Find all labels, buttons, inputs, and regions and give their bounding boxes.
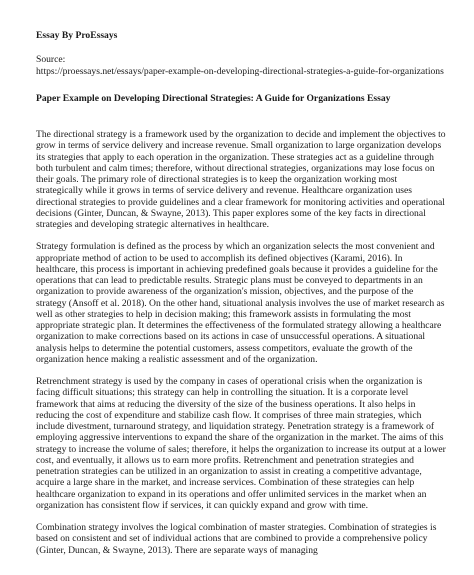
essay-title: Paper Example on Developing Directional Strategies: A Guide for Organizations Essay xyxy=(36,93,391,104)
source-link[interactable]: https://proessays.net/essays/paper-example-on-developing-directional-strategies-a-guide-for-organizations xyxy=(36,65,444,77)
paragraph-intro: The directional strategy is a framework used by the organization to decide and implement the objectives to grow in terms of service delivery and increase revenue. Small organization to large organization develops its strategies that apply to each operation in the organization. These strategies act as a guideline through both turbulent and calm times; therefore, without directional strategies, organizations may lose focus on their goals. The primary role of directional strategies is to keep the organization working most strategically while it grows in terms of service delivery and revenue. Healthcare organization uses directional strategies to provide guidelines and a clear framework for monitoring activities and operational decisions (Ginter, Duncan, & Swayne, 2013). This paper explores some of the key facts in directional strategies and developing strategic alternatives in healthcare. xyxy=(36,129,446,230)
document-page xyxy=(36,30,446,567)
source-label: Source: xyxy=(36,54,66,65)
paragraph-retrenchment: Retrenchment strategy is used by the company in cases of operational crisis when the organization is facing difficult situations; this strategy can help in controlling the situation. It is a corporate level framework that aims at reducing the diversity of the size of the business operations. It also helps in reducing the cost of expenditure and stabilize cash flow. It comprises of three main strategies, which include divestment, turnaround strategy, and liquidation strategy. Penetration strategy is a framework of employing aggressive interventions to expand the share of the organization in the market. The aims of this strategy to increase the volume of sales; therefore, it helps the organization to increase its output at a lower cost, and eventually, it allows us to earn more profits. Retrenchment and penetration strategies and penetration strategies can be utilized in an organization to assist in creating a competitive advantage, acquire a large share in the market, and increase services. Combination of these strategies can help healthcare organization to expand in its operations and offer unlimited services in the market when an organization has consistent flow if services, it can quickly expand and grow with time. xyxy=(36,376,446,511)
site-title: Essay By ProEssays xyxy=(36,30,118,41)
paragraph-combination: Combination strategy involves the logical combination of master strategies. Combination of strategies is based on consistent and set of individual actions that are combined to provide a comprehensive policy (Ginter, Duncan, & Swayne, 2013). There are separate ways of managing xyxy=(36,522,437,556)
paragraph-strategy-formulation: Strategy formulation is defined as the process by which an organization selects the most convenient and appropriate method of action to be used to accomplish its defined objectives (Karami, 2016). In healthcare, this process is important in achieving predefined goals because it provides a guideline for the operations that can lead to predictable results. Strategic plans must be conveyed to departments in an organization to provide awareness of the organization's mission, objectives, and the purpose of the strategy (Ansoff et al. 2018). On the other hand, situational analysis involves the use of market research as well as other strategies to help in decision making; this framework assists in formulating the most appropriate strategic plan. It determines the effectiveness of the formulated strategy allowing a healthcare organization to make corrections based on its actions in case of unsuccessful operations. A situational analysis helps to determine the potential customers, assess competitors, evaluate the growth of the organization hence making a realistic assessment and of the organization. xyxy=(36,241,445,365)
